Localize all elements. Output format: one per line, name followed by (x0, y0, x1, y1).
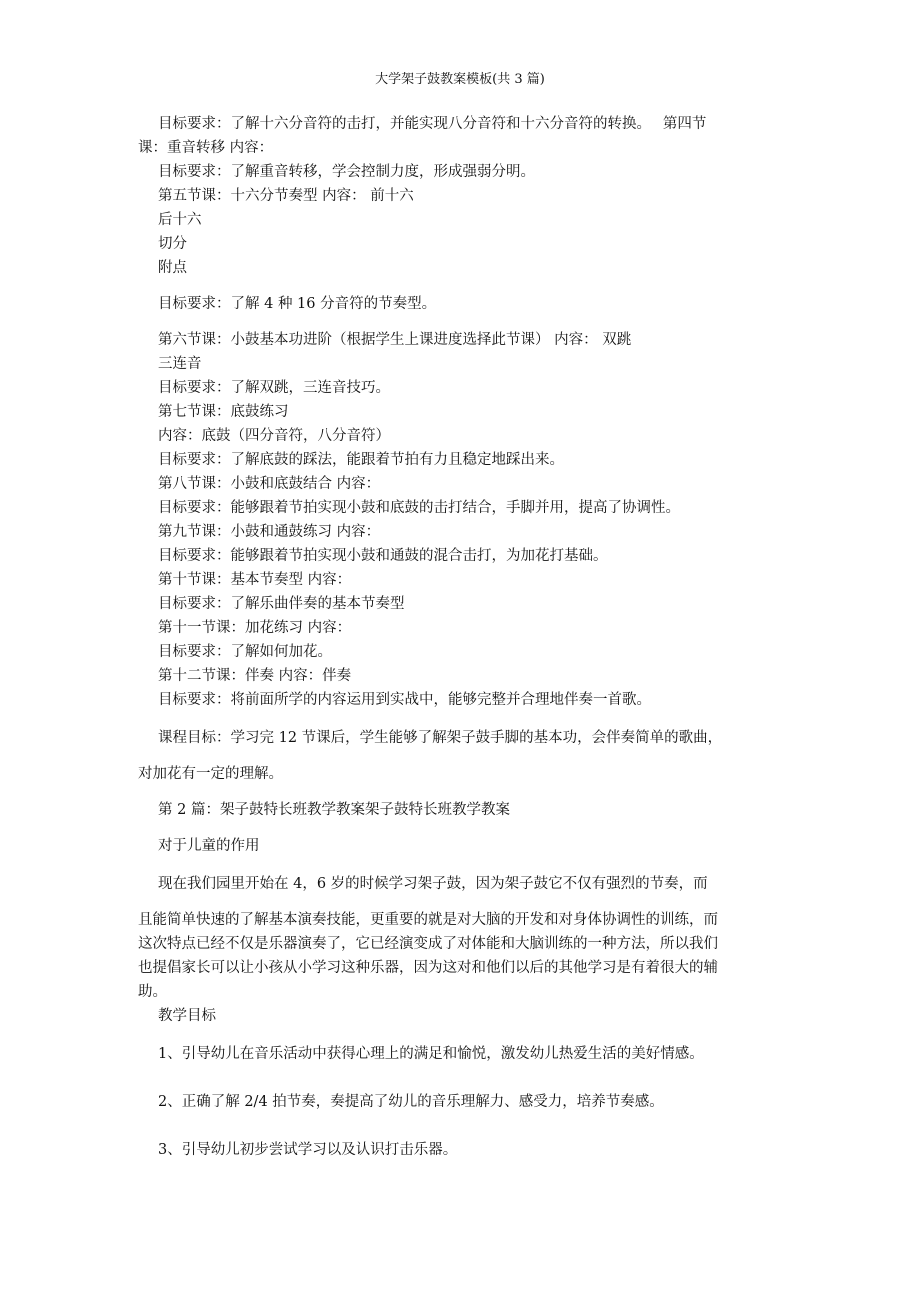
text-line: 附点 (158, 260, 187, 276)
text-line: 目标要求：能够跟着节拍实现小鼓和底鼓的击打结合，手脚并用，提高了协调性。 (158, 500, 680, 516)
list-item: 1、引导幼儿在音乐活动中获得心理上的满足和愉悦，激发幼儿热爱生活的美好情感。 (158, 1046, 704, 1062)
text-line: 这次特点已经不仅是乐器演奏了，它已经演变成了对体能和大脑训练的一种方法，所以我们 (138, 936, 718, 952)
text-line: 目标要求：了解如何加花。 (158, 644, 332, 660)
text-line: 目标要求：将前面所学的内容运用到实战中，能够完整并合理地伴奏一首歌。 (158, 692, 651, 708)
list-item: 3、引导幼儿初步尝试学习以及认识打击乐器。 (158, 1142, 458, 1158)
text-line: 第八节课：小鼓和底鼓结合 内容： (158, 476, 381, 492)
page-header-title: 大学架子鼓教案模板(共 3 篇) (375, 72, 545, 87)
text-line: 助。 (138, 984, 167, 1000)
text-line: 对加花有一定的理解。 (138, 766, 283, 782)
text-line: 目标要求：了解十六分音符的击打，并能实现八分音符和十六分音符的转换。 第四节 (158, 116, 707, 132)
text-line: 第六节课：小鼓基本功进阶（根据学生上课进度选择此节课） 内容： 双跳 (158, 332, 632, 348)
text-line: 第十一节课：加花练习 内容： (158, 620, 352, 636)
text-line: 切分 (158, 236, 187, 252)
section-heading: 第 2 篇：架子鼓特长班教学教案架子鼓特长班教学教案 (158, 802, 510, 818)
text-line: 第七节课：底鼓练习 (158, 404, 289, 420)
text-line: 目标要求：能够跟着节拍实现小鼓和通鼓的混合击打，为加花打基础。 (158, 548, 608, 564)
text-line: 目标要求：了解双跳，三连音技巧。 (158, 380, 390, 396)
text-line: 内容：底鼓（四分音符，八分音符） (158, 428, 390, 444)
text-line: 目标要求：了解 4 种 16 分音符的节奏型。 (158, 296, 437, 312)
text-line: 目标要求：了解乐曲伴奏的基本节奏型 (158, 596, 405, 612)
text-line: 第十二节课：伴奏 内容：伴奏 (158, 668, 352, 684)
text-line: 后十六 (158, 212, 202, 228)
text-line: 目标要求：了解重音转移，学会控制力度，形成强弱分明。 (158, 164, 535, 180)
text-line: 也提倡家长可以让小孩从小学习这种乐器，因为这对和他们以后的其他学习是有着很大的辅 (138, 960, 718, 976)
text-line: 教学目标 (158, 1008, 216, 1024)
text-line: 对于儿童的作用 (158, 838, 260, 854)
text-line: 三连音 (158, 356, 202, 372)
text-line: 课程目标：学习完 12 节课后，学生能够了解架子鼓手脚的基本功，会伴奏简单的歌曲， (158, 730, 723, 746)
list-item: 2、正确了解 2/4 拍节奏，奏提高了幼儿的音乐理解力、感受力，培养节奏感。 (158, 1094, 664, 1110)
text-line: 第九节课：小鼓和通鼓练习 内容： (158, 524, 381, 540)
text-line: 现在我们园里开始在 4，6 岁的时候学习架子鼓，因为架子鼓它不仅有强烈的节奏，而 (158, 876, 708, 892)
text-line: 目标要求：了解底鼓的踩法，能跟着节拍有力且稳定地踩出来。 (158, 452, 564, 468)
text-line: 且能简单快速的了解基本演奏技能，更重要的就是对大脑的开发和对身体协调性的训练，而 (138, 912, 718, 928)
text-line: 课：重音转移 内容： (138, 140, 274, 156)
text-line: 第五节课：十六分节奏型 内容： 前十六 (158, 188, 414, 204)
text-line: 第十节课：基本节奏型 内容： (158, 572, 352, 588)
